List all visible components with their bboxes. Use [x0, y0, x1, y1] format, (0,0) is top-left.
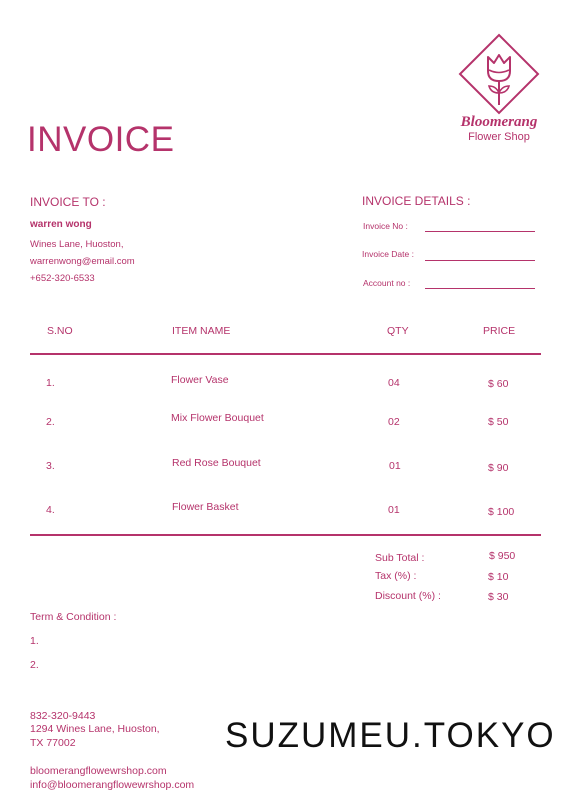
row-sno: 1.	[46, 377, 55, 389]
row-sno: 2.	[46, 416, 55, 428]
account-no-field	[425, 288, 535, 289]
invoice-title: INVOICE	[27, 120, 175, 159]
invoice-details-heading: INVOICE DETAILS :	[362, 194, 471, 208]
rose-diamond-icon	[458, 33, 540, 115]
col-header-sno: S.NO	[47, 325, 73, 337]
invoice-no-field	[425, 231, 535, 232]
footer-email[interactable]: info@bloomerangflowewrshop.com	[30, 779, 195, 791]
row-price: $ 60	[488, 378, 509, 390]
row-qty: 01	[388, 504, 400, 516]
tax-label: Tax (%) :	[375, 570, 417, 582]
customer-email: warrenwong@email.com	[30, 256, 135, 267]
invoice-no-label: Invoice No :	[363, 221, 408, 231]
col-header-qty: QTY	[387, 325, 409, 337]
invoice-date-label: Invoice Date :	[362, 249, 414, 259]
brand-name: Bloomerang	[460, 114, 538, 130]
row-price: $ 50	[488, 416, 509, 428]
terms-heading: Term & Condition :	[30, 611, 117, 623]
account-no-label: Account no :	[363, 278, 411, 288]
row-sno: 4.	[46, 504, 55, 516]
terms-item: 2.	[30, 659, 39, 671]
footer-address-line2: TX 77002	[30, 737, 76, 749]
watermark-text: SUZUMEU.TOKYO	[225, 716, 556, 755]
invoice-to-heading: INVOICE TO :	[30, 195, 106, 209]
invoice-date-field	[425, 260, 535, 261]
discount-value: $ 30	[488, 591, 509, 603]
customer-name: warren wong	[30, 219, 92, 230]
table-bottom-divider	[30, 534, 541, 536]
col-header-price: PRICE	[483, 325, 516, 337]
discount-label: Discount (%) :	[375, 590, 441, 602]
col-header-item: ITEM NAME	[172, 325, 231, 337]
table-top-divider	[30, 353, 541, 355]
subtotal-label: Sub Total :	[375, 552, 425, 564]
row-item: Red Rose Bouquet	[172, 457, 261, 469]
footer-phone: 832-320-9443	[30, 710, 96, 722]
subtotal-value: $ 950	[489, 550, 516, 562]
row-qty: 04	[388, 377, 400, 389]
footer-website[interactable]: bloomerangflowewrshop.com	[30, 765, 167, 777]
row-item: Flower Basket	[172, 501, 239, 513]
row-price: $ 90	[488, 462, 509, 474]
row-qty: 01	[389, 460, 401, 472]
customer-phone: +652-320-6533	[30, 273, 95, 284]
tax-value: $ 10	[488, 571, 509, 583]
row-item: Mix Flower Bouquet	[171, 412, 264, 424]
customer-address: Wines Lane, Huoston,	[30, 239, 124, 250]
row-item: Flower Vase	[171, 374, 229, 386]
brand-subtitle: Flower Shop	[468, 131, 530, 143]
terms-item: 1.	[30, 635, 39, 647]
footer-address-line1: 1294 Wines Lane, Huoston,	[30, 723, 160, 735]
row-sno: 3.	[46, 460, 55, 472]
row-price: $ 100	[488, 506, 515, 518]
row-qty: 02	[388, 416, 400, 428]
